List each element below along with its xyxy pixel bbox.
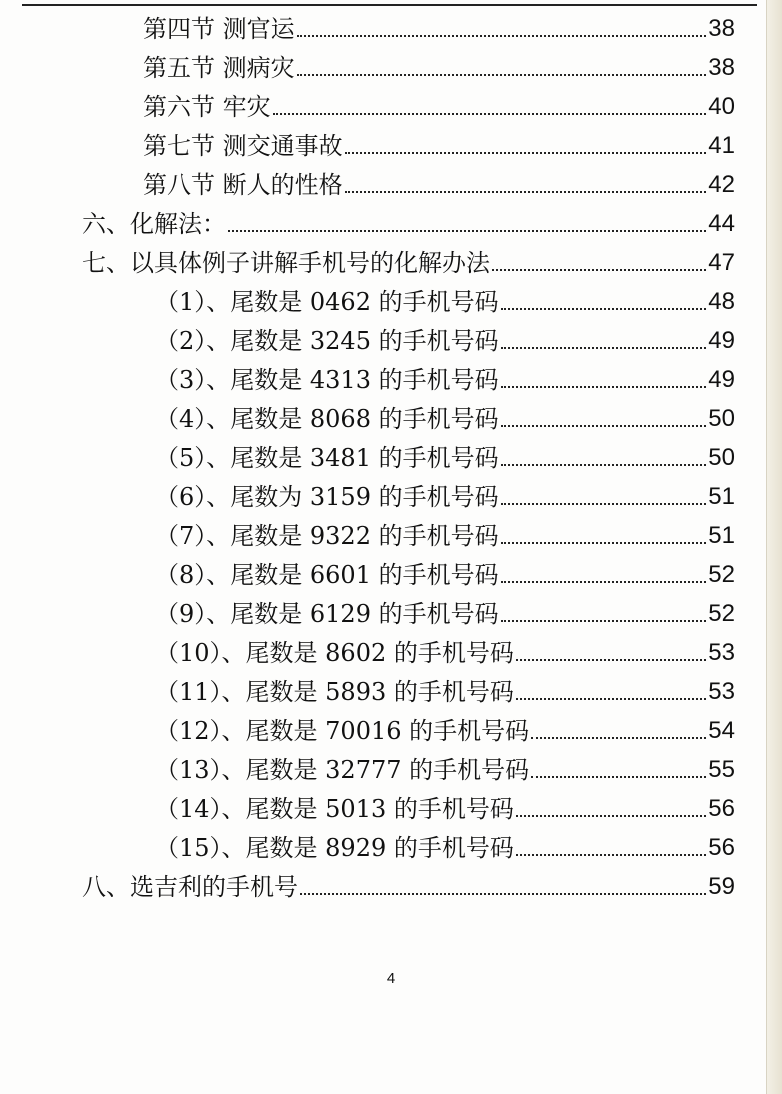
toc-entry-label: （11）、尾数是 5893 的手机号码 [155,678,514,706]
dot-leader [501,463,707,466]
toc-entry-label: 第六节 牢灾 [143,93,271,121]
toc-entry-page: 49 [708,366,735,393]
toc-entry-example-12[interactable] [155,708,735,746]
toc-entry-section-8[interactable] [143,162,735,200]
toc-entry-label: （3）、尾数是 4313 的手机号码 [155,366,499,394]
toc-entry-section-6[interactable] [143,84,735,122]
toc-entry-label: （14）、尾数是 5013 的手机号码 [155,795,514,823]
toc-entry-example-11[interactable] [155,669,735,707]
dot-leader [501,619,707,622]
toc-entry-label: （9）、尾数是 6129 的手机号码 [155,600,499,628]
toc-entry-section-7[interactable] [143,123,735,161]
toc-entry-page: 56 [708,834,735,861]
toc-entry-label: 第四节 测官运 [143,15,295,43]
toc-entry-page: 47 [708,249,735,276]
toc-entry-example-3[interactable] [155,357,735,395]
toc-entry-page: 56 [708,795,735,822]
toc-entry-example-7[interactable] [155,513,735,551]
toc-entry-example-15[interactable] [155,825,735,863]
toc-entry-page: 44 [708,210,735,237]
dot-leader [501,580,707,583]
dot-leader [501,346,707,349]
toc-entry-page: 51 [708,522,735,549]
toc-entry-label: （13）、尾数是 32777 的手机号码 [155,756,530,784]
toc-entry-page: 55 [708,756,735,783]
dot-leader [516,697,706,700]
dot-leader [273,112,707,115]
dot-leader [501,541,707,544]
toc-entry-label: （10）、尾数是 8602 的手机号码 [155,639,514,667]
toc-entry-page: 38 [708,54,735,81]
toc-entry-label: （5）、尾数是 3481 的手机号码 [155,444,499,472]
dot-leader [501,385,707,388]
toc-entry-label: 八、选吉利的手机号 [82,873,298,901]
toc-entry-label: （12）、尾数是 70016 的手机号码 [155,717,530,745]
toc-entry-chapter-6[interactable] [82,201,735,239]
toc-entry-page: 54 [708,717,735,744]
toc-entry-page: 53 [708,678,735,705]
dot-leader [297,73,707,76]
toc-entry-label: （7）、尾数是 9322 的手机号码 [155,522,499,550]
toc-entry-label: （6）、尾数为 3159 的手机号码 [155,483,499,511]
dot-leader [531,775,706,778]
dot-leader [345,190,707,193]
toc-entry-example-13[interactable] [155,747,735,785]
toc-entry-page: 52 [708,600,735,627]
toc-entry-example-1[interactable] [155,279,735,317]
dot-leader [501,502,707,505]
toc-entry-page: 42 [708,171,735,198]
dot-leader [501,424,707,427]
toc-entry-example-10[interactable] [155,630,735,668]
toc-entry-page: 52 [708,561,735,588]
dot-leader [516,853,706,856]
toc-entry-page: 48 [708,288,735,315]
toc-entry-example-2[interactable] [155,318,735,356]
toc-entry-label: （8）、尾数是 6601 的手机号码 [155,561,499,589]
toc-entry-chapter-7[interactable] [82,240,735,278]
toc-entry-example-5[interactable] [155,435,735,473]
toc-entry-label: （4）、尾数是 8068 的手机号码 [155,405,499,433]
toc-entry-label: 第八节 断人的性格 [143,171,343,199]
toc-entry-section-5[interactable] [143,45,735,83]
dot-leader [345,151,707,154]
page-edge [766,0,782,1094]
toc-entry-page: 51 [708,483,735,510]
toc-entry-label: （2）、尾数是 3245 的手机号码 [155,327,499,355]
toc-entry-example-6[interactable] [155,474,735,512]
toc-entry-label: 第七节 测交通事故 [143,132,343,160]
toc-entry-label: 六、化解法： [82,210,226,238]
toc-entry-example-4[interactable] [155,396,735,434]
dot-leader [501,307,707,310]
toc-entry-page: 38 [708,15,735,42]
toc-entry-example-14[interactable] [155,786,735,824]
dot-leader [516,814,706,817]
toc-entry-chapter-8[interactable] [82,864,735,902]
toc-entry-page: 40 [708,93,735,120]
toc-entry-page: 50 [708,444,735,471]
dot-leader [492,268,706,271]
dot-leader [300,892,706,895]
toc-entry-page: 41 [708,132,735,159]
toc-entry-label: 七、以具体例子讲解手机号的化解办法 [82,249,490,277]
dot-leader [516,658,706,661]
toc-entry-section-4[interactable] [143,6,735,44]
toc-entry-label: （1）、尾数是 0462 的手机号码 [155,288,499,316]
dot-leader [297,34,707,37]
toc-entry-example-9[interactable] [155,591,735,629]
toc-entry-label: （15）、尾数是 8929 的手机号码 [155,834,514,862]
toc-entry-label: 第五节 测病灾 [143,54,295,82]
toc-entry-example-8[interactable] [155,552,735,590]
dot-leader [228,229,706,232]
toc-entry-page: 49 [708,327,735,354]
page-number: 4 [386,970,396,987]
toc-entry-page: 59 [708,873,735,900]
dot-leader [531,736,706,739]
toc-entry-page: 53 [708,639,735,666]
toc-entry-page: 50 [708,405,735,432]
